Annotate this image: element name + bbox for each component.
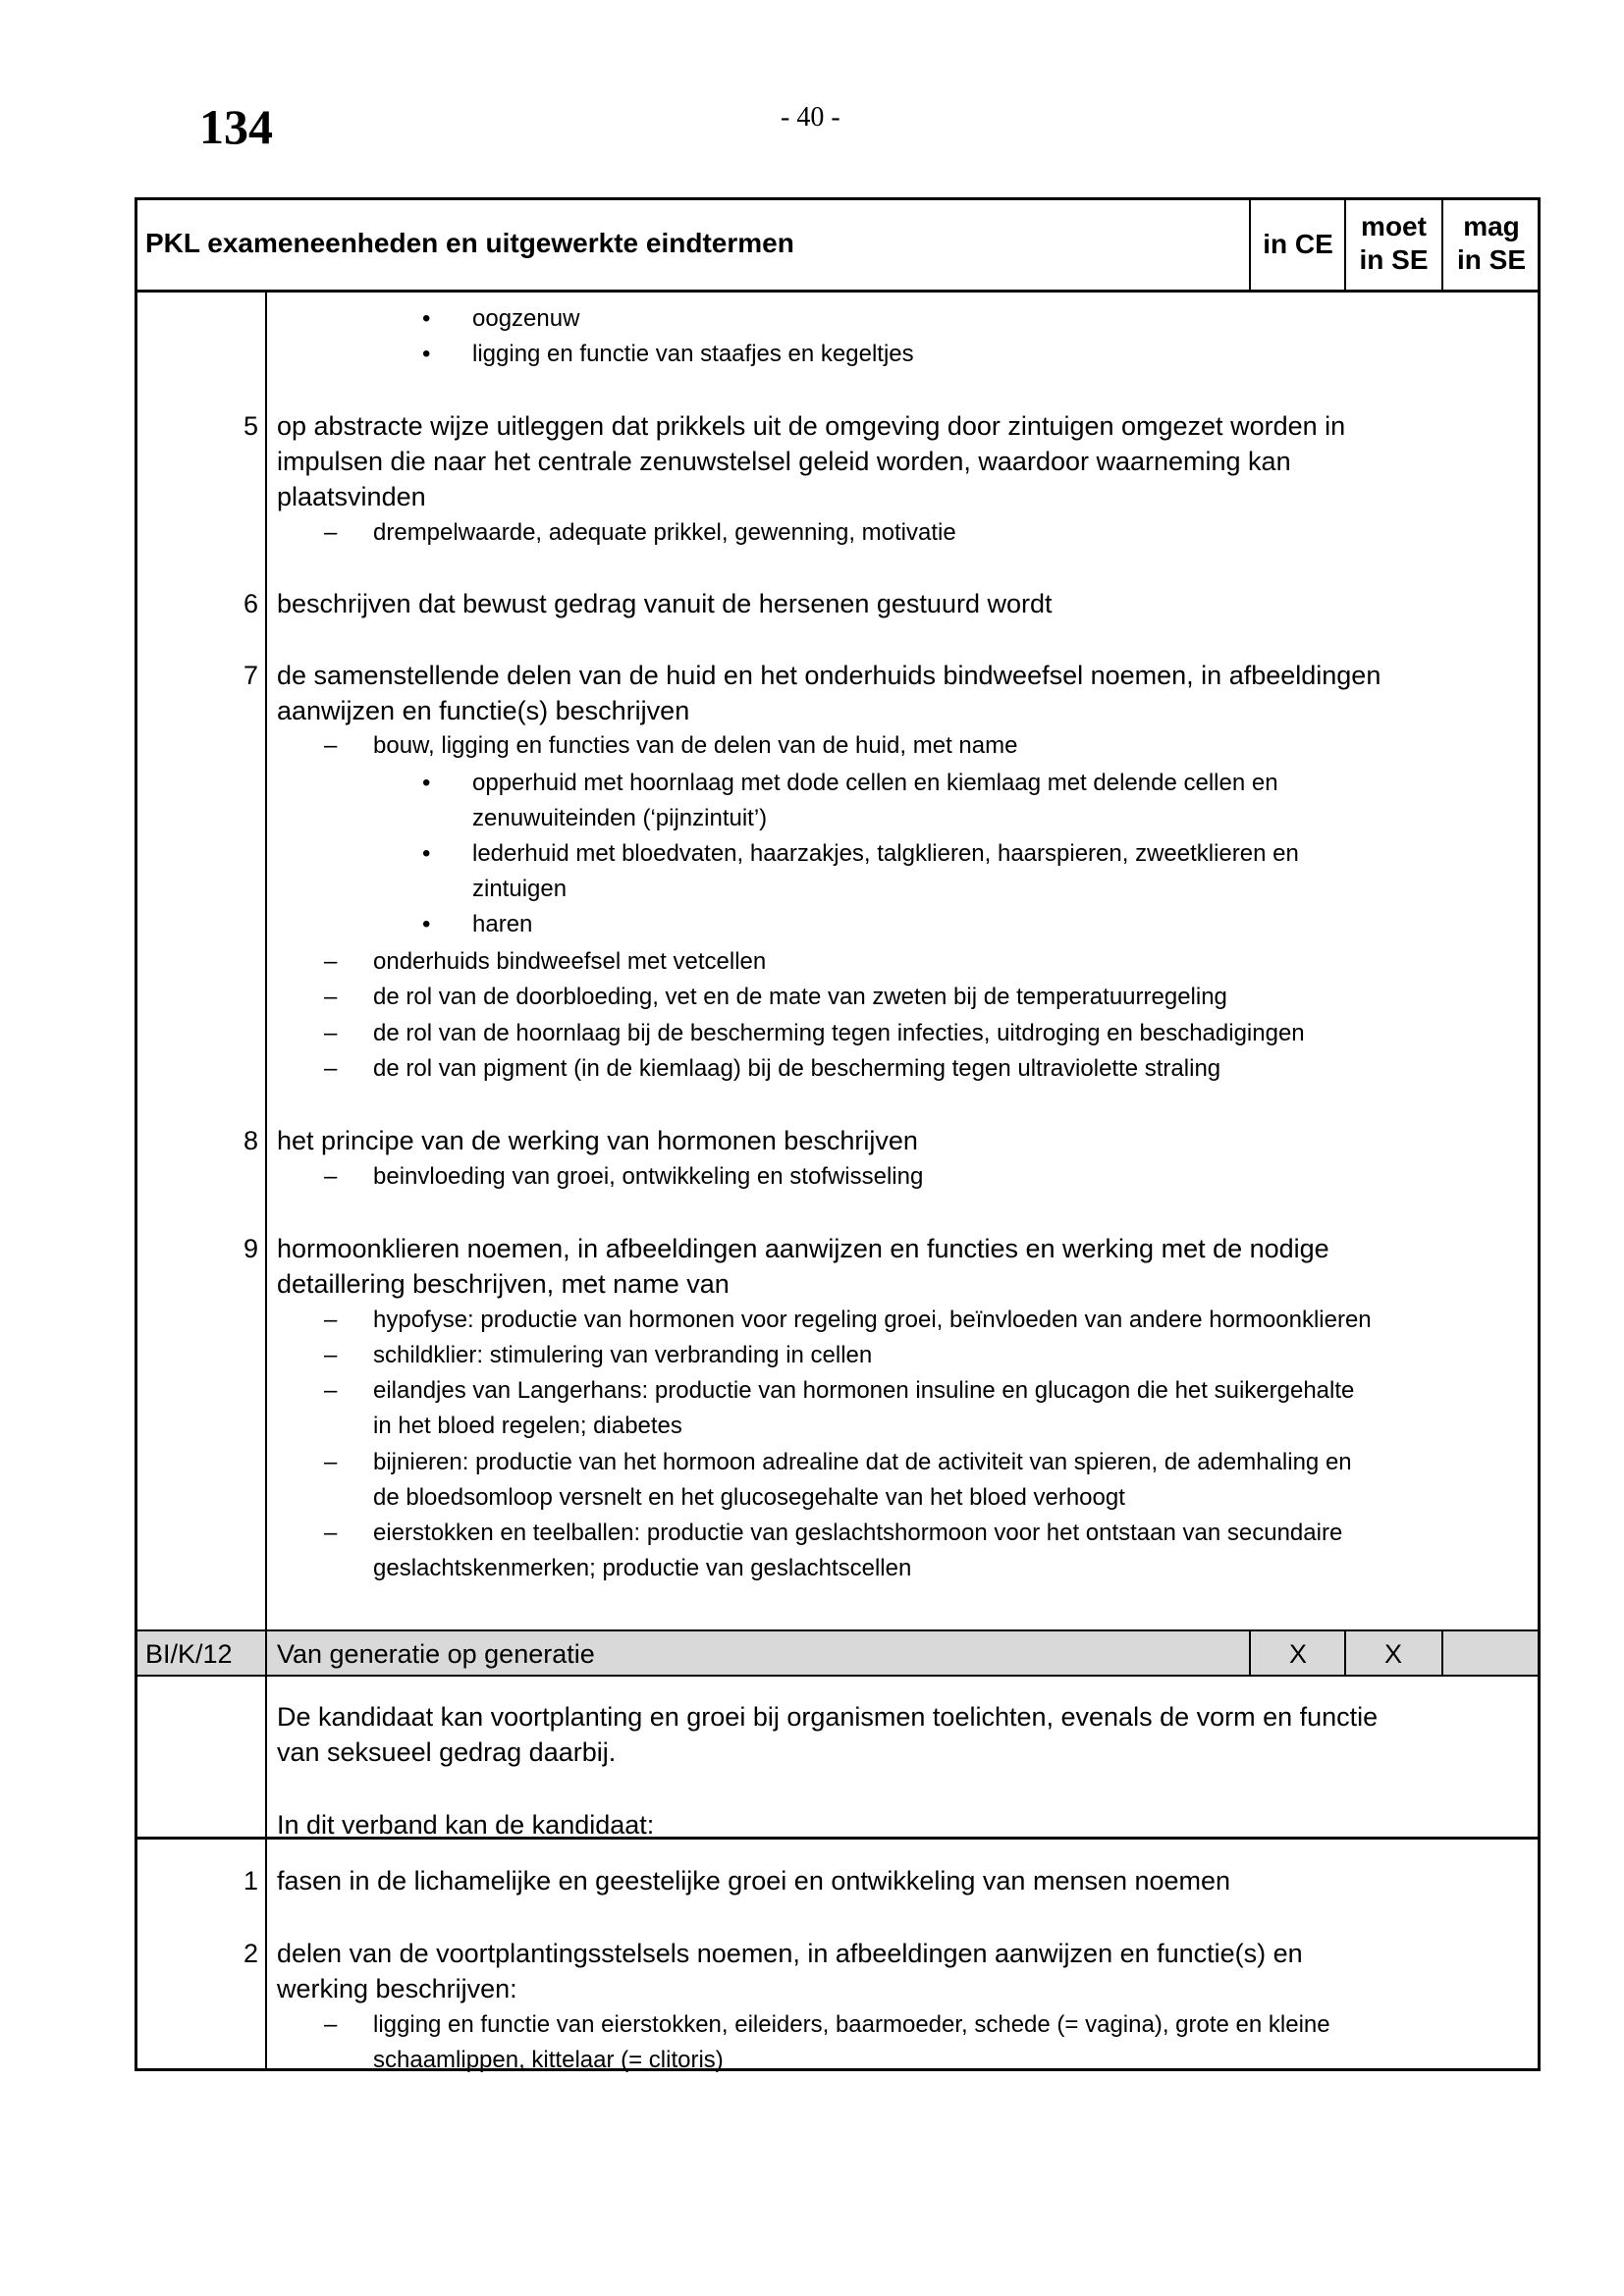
item-text: hormoonklieren noemen, in afbeeldingen aanwijzen en functies en werking met de nodige: [277, 1234, 1329, 1263]
header-moet-line1: moet: [1361, 211, 1427, 241]
unit-row-bottom-border: [135, 1675, 1541, 1677]
sub-item-text: beinvloeding van groei, ontwikkeling en stofwisseling: [373, 1163, 924, 1190]
header-mag-in-se: [1443, 210, 1540, 277]
bullet-text: haren: [472, 911, 533, 937]
bullet-text: ligging en functie van staafjes en kegeltjes: [472, 341, 914, 367]
dash-icon: –: [324, 519, 338, 546]
dash-icon: –: [324, 1520, 338, 1546]
item-number: 6: [243, 589, 258, 618]
sub-item-text: de rol van pigment (in de kiemlaag) bij de bescherming tegen ultraviolette straling: [373, 1055, 1221, 1082]
item-text: aanwijzen en functie(s) beschrijven: [277, 696, 690, 725]
sub-item-text: hypofyse: productie van hormonen voor regeling groei, beïnvloeden van andere hormoonklieren: [373, 1307, 1372, 1333]
item-text: beschrijven dat bewust gedrag vanuit de hersenen gestuurd wordt: [277, 589, 1053, 618]
dash-icon: –: [324, 1377, 338, 1404]
dash-icon: –: [324, 1163, 338, 1190]
document-number: 134: [199, 99, 273, 154]
unit-row-top-border: [135, 1629, 1541, 1631]
sub-item-text: bouw, ligging en functies van de delen van de huid, met name: [373, 732, 1018, 759]
sub-item-text: bijnieren: productie van het hormoon adrealine dat de activiteit van spieren, de ademhaling en: [373, 1449, 1352, 1475]
unit-mag-divider: [1441, 1629, 1443, 1676]
dash-icon: –: [324, 1307, 338, 1333]
item-text: op abstracte wijze uitleggen dat prikkels uit de omgeving door zintuigen omgezet worden in: [277, 411, 1346, 441]
header-mag-line1: mag: [1463, 211, 1520, 241]
sub-item-text: schildklier: stimulering van verbranding in cellen: [373, 1342, 873, 1368]
dash-icon: –: [324, 1055, 338, 1082]
item-number: 9: [243, 1234, 258, 1263]
unit-code: BI/K/12: [145, 1639, 233, 1669]
header-in-ce: in CE: [1263, 229, 1333, 259]
sub-item-text: de rol van de hoornlaag bij de bescherming tegen infecties, uitdroging en beschadigingen: [373, 1020, 1305, 1046]
table-header-title: PKL exameneenheden en uitgewerkte eindtermen: [145, 228, 794, 258]
sub-item-text: schaamlippen, kittelaar (= clitoris): [373, 2047, 724, 2073]
bullet-text: lederhuid met bloedvaten, haarzakjes, talgklieren, haarspieren, zweetklieren en: [472, 840, 1299, 867]
bullet-text: zintuigen: [472, 876, 568, 902]
bullet-icon: •: [422, 305, 431, 332]
unit-intro-text: van seksueel gedrag daarbij.: [277, 1737, 617, 1767]
unit-moet-in-se-mark: X: [1383, 1639, 1402, 1669]
item-text: werking beschrijven:: [277, 1974, 517, 2003]
header-mag-line2: in SE: [1456, 244, 1526, 275]
sub-item-text: in het bloed regelen; diabetes: [373, 1413, 682, 1439]
bullet-text: zenuwuiteinden (‘pijnzintuit’): [472, 805, 768, 831]
item-text: het principe van de werking van hormonen beschrijven: [277, 1126, 918, 1155]
bullet-text: opperhuid met hoornlaag met dode cellen en kiemlaag met delende cellen en: [472, 770, 1278, 796]
item-text: impulsen die naar het centrale zenuwstelsel geleid worden, waardoor waarneming kan: [277, 447, 1291, 476]
item-number: 2: [243, 1939, 258, 1968]
dash-icon: –: [324, 984, 338, 1010]
item-number: 7: [243, 661, 258, 690]
sub-item-text: drempelwaarde, adequate prikkel, gewenning, motivatie: [373, 519, 956, 546]
item-number: 8: [243, 1126, 258, 1155]
item-number: 1: [243, 1866, 258, 1896]
dash-icon: –: [324, 732, 338, 759]
sub-item-text: eierstokken en teelballen: productie van geslachtshormoon voor het ontstaan van secundaire: [373, 1520, 1343, 1546]
item-number: 5: [243, 411, 258, 441]
header-moet-line2: in SE: [1359, 244, 1429, 275]
header-bottom-border: [135, 290, 1541, 293]
item-text: detaillering beschrijven, met name van: [277, 1269, 730, 1299]
bullet-text: oogzenuw: [472, 305, 580, 332]
sub-item-text: eilandjes van Langerhans: productie van hormonen insuline en glucagon die het suikergehalte: [373, 1377, 1355, 1404]
dash-icon: –: [324, 1342, 338, 1368]
bullet-icon: •: [422, 770, 431, 796]
unit-intro-text: De kandidaat kan voortplanting en groei bij organismen toelichten, evenals de vorm en functie: [277, 1702, 1379, 1732]
sub-item-text: de rol van de doorbloeding, vet en de mate van zweten bij de temperatuurregeling: [373, 984, 1227, 1010]
item-text: plaatsvinden: [277, 482, 426, 511]
sub-item-text: geslachtskenmerken; productie van geslachtscellen: [373, 1555, 912, 1581]
number-column-divider: [265, 290, 267, 2071]
dash-icon: –: [324, 1449, 338, 1475]
dash-icon: –: [324, 948, 338, 975]
bullet-icon: •: [422, 341, 431, 367]
dash-icon: –: [324, 1020, 338, 1046]
unit-in-ce-mark: X: [1288, 1639, 1307, 1669]
sub-item-text: de bloedsomloop versnelt en het glucosegehalte van het bloed verhoogt: [373, 1484, 1125, 1511]
item-text: fasen in de lichamelijke en geestelijke groei en ontwikkeling van mensen noemen: [277, 1866, 1231, 1896]
item-text: de samenstellende delen van de huid en het onderhuids bindweefsel noemen, in afbeeldingen: [277, 661, 1381, 690]
sub-item-text: ligging en functie van eierstokken, eileiders, baarmoeder, schede (= vagina), grote en kleine: [373, 2011, 1330, 2038]
unit-title: Van generatie op generatie: [277, 1639, 595, 1669]
header-moet-in-se: [1346, 210, 1441, 277]
page-number: - 40 -: [781, 102, 840, 133]
dash-icon: –: [324, 2011, 338, 2038]
sub-item-text: onderhuids bindweefsel met vetcellen: [373, 948, 767, 975]
unit-lead-text: In dit verband kan de kandidaat:: [277, 1810, 655, 1840]
bullet-icon: •: [422, 840, 431, 867]
bullet-icon: •: [422, 911, 431, 937]
item-text: delen van de voortplantingsstelsels noemen, in afbeeldingen aanwijzen en functie(s) en: [277, 1939, 1303, 1968]
